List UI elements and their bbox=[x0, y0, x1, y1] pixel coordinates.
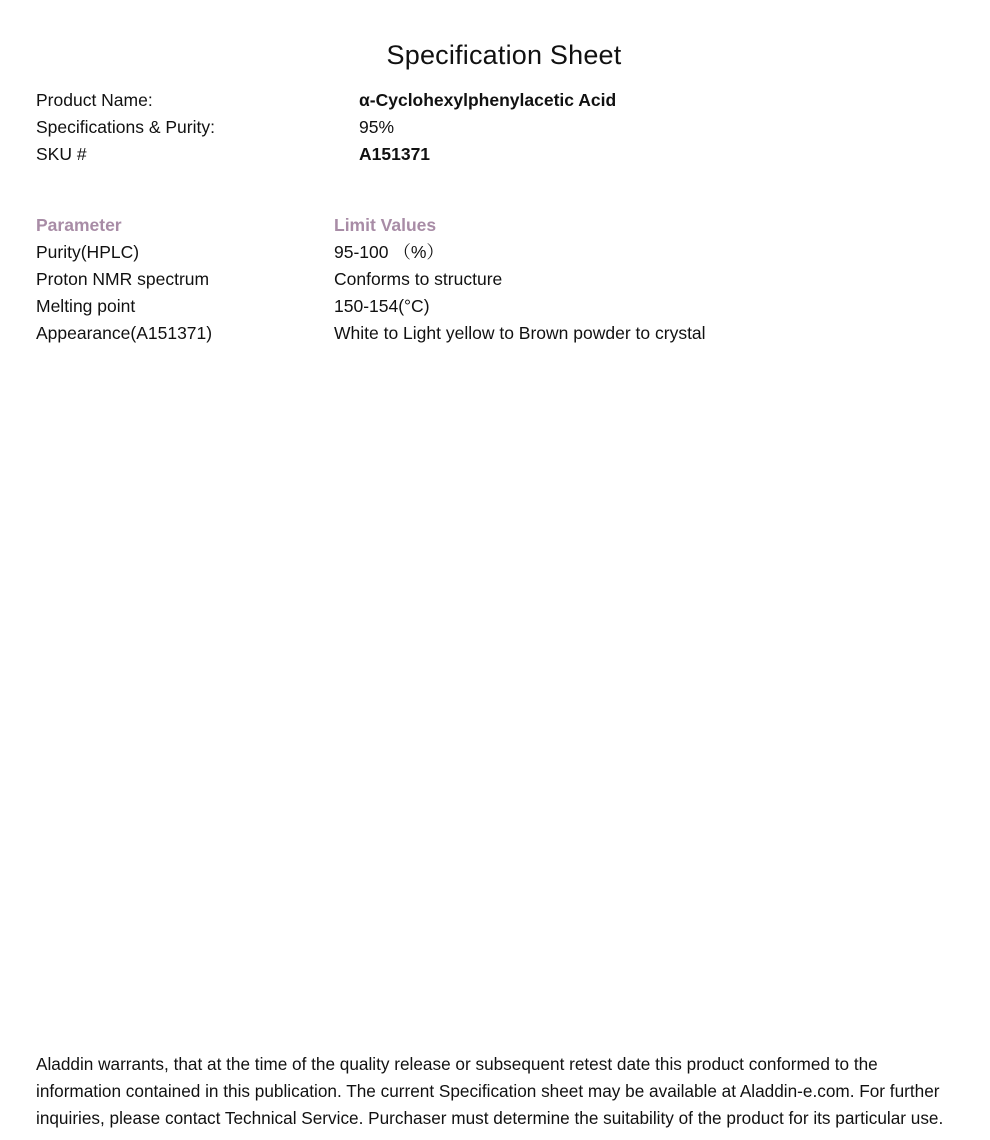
page-title: Specification Sheet bbox=[386, 40, 622, 71]
limit-cell: 150-154(°C) bbox=[334, 296, 430, 316]
parameter-header: Parameter bbox=[36, 215, 122, 235]
limit-cell: 95-100 （%） bbox=[334, 242, 444, 262]
sku-value: A151371 bbox=[359, 144, 431, 164]
warranty-footer bbox=[36, 1051, 970, 1132]
limit-cell: White to Light yellow to Brown powder to crystal bbox=[334, 323, 706, 343]
limit-cell: Conforms to structure bbox=[334, 269, 503, 289]
purity-label: Specifications & Purity: bbox=[36, 117, 215, 137]
footer-line: information contained in this publication. The current Specification sheet may be available at Aladdin-e.com. For further bbox=[36, 1081, 940, 1101]
parameter-cell: Appearance(A151371) bbox=[36, 323, 213, 343]
footer-line: inquiries, please contact Technical Service. Purchaser must determine the suitability of the product for its particular use. bbox=[36, 1108, 944, 1128]
footer-line: Aladdin warrants, that at the time of the quality release or subsequent retest date this product conformed to the bbox=[36, 1054, 878, 1074]
product-name-value: α-Cyclohexylphenylacetic Acid bbox=[359, 90, 617, 110]
product-name-label: Product Name: bbox=[36, 90, 153, 110]
limit-values-header: Limit Values bbox=[334, 215, 437, 235]
parameter-cell: Purity(HPLC) bbox=[36, 242, 140, 262]
purity-value: 95% bbox=[359, 117, 395, 137]
parameter-cell: Melting point bbox=[36, 296, 136, 316]
sku-label: SKU # bbox=[36, 144, 87, 164]
parameter-cell: Proton NMR spectrum bbox=[36, 269, 210, 289]
